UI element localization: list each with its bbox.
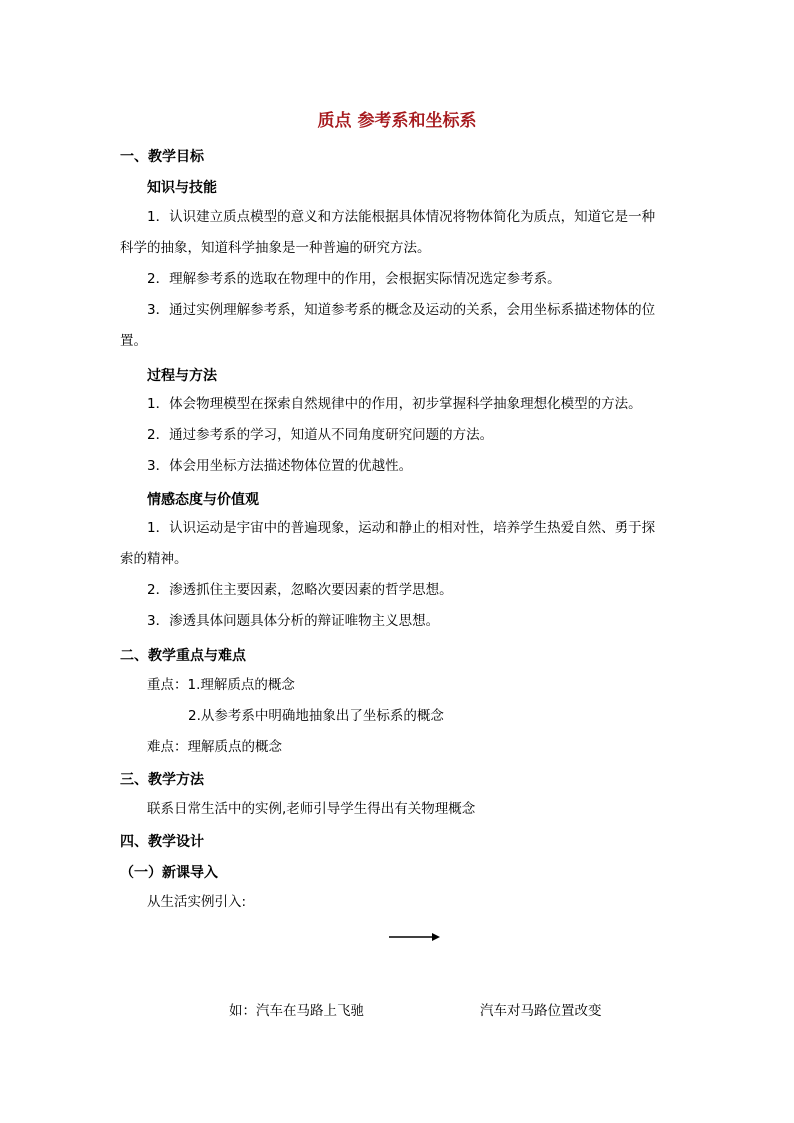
process-item-1: 1．体会物理模型在探索自然规律中的作用，初步掌握科学抽象理想化模型的方法。 bbox=[147, 396, 642, 412]
key-point-2: 2.从参考系中明确地抽象出了坐标系的概念 bbox=[188, 708, 444, 724]
subheading-intro: （一）新课导入 bbox=[120, 865, 218, 881]
emotion-item-1-line2: 索的精神。 bbox=[120, 551, 188, 567]
difficulty-point: 难点：理解质点的概念 bbox=[147, 739, 282, 755]
subheading-emotion: 情感态度与价值观 bbox=[147, 492, 259, 508]
example-left: 如：汽车在马路上飞驰 bbox=[229, 1003, 364, 1019]
page-title: 质点 参考系和坐标系 bbox=[317, 111, 477, 131]
process-item-3: 3．体会用坐标方法描述物体位置的优越性。 bbox=[147, 458, 413, 474]
knowledge-item-2: 2．理解参考系的选取在物理中的作用，会根据实际情况选定参考系。 bbox=[147, 271, 561, 287]
method-text: 联系日常生活中的实例,老师引导学生得出有关物理概念 bbox=[147, 801, 476, 817]
emotion-item-1-line1: 1．认识运动是宇宙中的普遍现象，运动和静止的相对性，培养学生热爱自然、勇于探 bbox=[147, 520, 656, 536]
knowledge-item-3-line1: 3．通过实例理解参考系，知道参考系的概念及运动的关系，会用坐标系描述物体的位 bbox=[147, 302, 656, 318]
emotion-item-3: 3．渗透具体问题具体分析的辩证唯物主义思想。 bbox=[147, 613, 440, 629]
knowledge-item-1-line1: 1．认识建立质点模型的意义和方法能根据具体情况将物体简化为质点，知道它是一种 bbox=[147, 209, 656, 225]
knowledge-item-3-line2: 置。 bbox=[120, 333, 147, 349]
emotion-item-2: 2．渗透抓住主要因素，忽略次要因素的哲学思想。 bbox=[147, 582, 453, 598]
section-heading-key-points: 二、教学重点与难点 bbox=[120, 648, 246, 664]
intro-text: 从生活实例引入: bbox=[147, 894, 247, 910]
key-point-1: 重点：1.理解质点的概念 bbox=[147, 677, 295, 693]
section-heading-design: 四、教学设计 bbox=[120, 834, 204, 850]
subheading-process: 过程与方法 bbox=[147, 368, 217, 384]
knowledge-item-1-line2: 科学的抽象，知道科学抽象是一种普遍的研究方法。 bbox=[120, 240, 431, 256]
example-right: 汽车对马路位置改变 bbox=[480, 1003, 602, 1019]
section-heading-method: 三、教学方法 bbox=[120, 772, 204, 788]
right-arrow-icon bbox=[388, 930, 440, 944]
section-heading-objectives: 一、教学目标 bbox=[120, 149, 204, 165]
process-item-2: 2．通过参考系的学习，知道从不同角度研究问题的方法。 bbox=[147, 427, 494, 443]
subheading-knowledge: 知识与技能 bbox=[147, 180, 217, 196]
